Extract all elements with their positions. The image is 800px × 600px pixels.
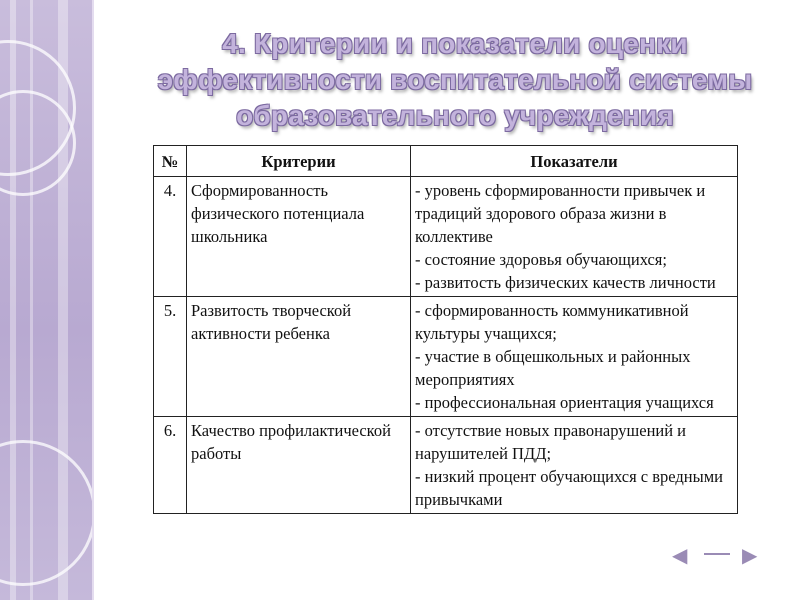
row-indicators <box>411 417 738 514</box>
row-number: 5. <box>154 297 187 417</box>
left-decorative-panel <box>0 0 92 600</box>
row-number: 6. <box>154 417 187 514</box>
indicator-item: - развитость физических качеств личности <box>415 273 716 292</box>
row-indicators <box>411 297 738 417</box>
indicator-item: - сформированность коммуникативной культуры учащихся; <box>415 301 689 343</box>
row-criterion: Развитость творческой активности ребенка <box>187 297 411 417</box>
prev-slide-icon[interactable]: ◀ <box>672 543 688 567</box>
panel-edge <box>92 0 94 600</box>
indicator-item: - состояние здоровья обучающихся; <box>415 250 667 269</box>
decorative-ring <box>0 440 92 586</box>
title-line-2: эффективности воспитательной системы <box>157 64 753 95</box>
title-line-3: образовательного учреждения <box>236 100 674 131</box>
table-row <box>154 297 738 417</box>
title-line-1: 4. Критерии и показатели оценки <box>222 28 688 59</box>
home-icon[interactable] <box>704 553 730 555</box>
row-indicators <box>411 177 738 297</box>
slide-title <box>140 26 770 134</box>
table-header-row <box>154 146 738 177</box>
header-indicators: Показатели <box>411 146 738 177</box>
row-criterion: Сформированность физического потенциала школьника <box>187 177 411 297</box>
indicator-item: - профессиональная ориентация учащихся <box>415 393 714 412</box>
indicator-item: - уровень сформированности привычек и традиций здорового образа жизни в коллективе <box>415 181 706 246</box>
table-row <box>154 417 738 514</box>
criteria-table <box>153 145 738 514</box>
slide-navigation <box>672 541 772 571</box>
row-number: 4. <box>154 177 187 297</box>
indicator-item: - участие в общешкольных и районных мероприятиях <box>415 347 691 389</box>
indicator-item: - отсутствие новых правонарушений и нарушителей ПДД; <box>415 421 687 463</box>
indicator-item: - низкий процент обучающихся с вредными привычками <box>415 467 723 509</box>
row-criterion: Качество профилактической работы <box>187 417 411 514</box>
header-number: № <box>154 146 187 177</box>
next-slide-icon[interactable]: ▶ <box>742 543 758 567</box>
table-row <box>154 177 738 297</box>
header-criteria: Критерии <box>187 146 411 177</box>
